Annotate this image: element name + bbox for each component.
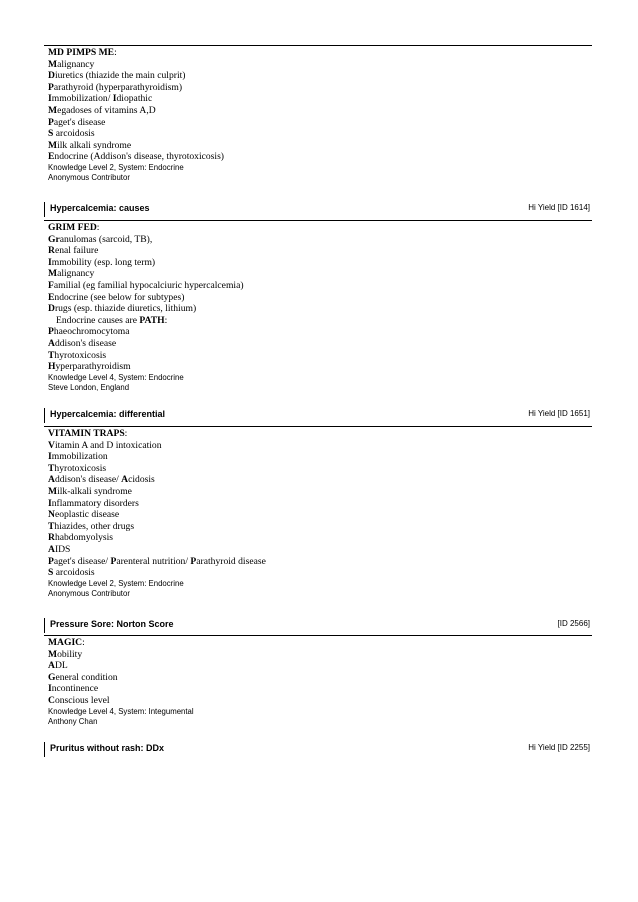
contributor: Anonymous Contributor bbox=[48, 173, 130, 183]
mnemonic-item: Immobility (esp. long term) bbox=[48, 256, 156, 268]
entry-grim-fed bbox=[48, 222, 588, 394]
mnemonic-item: Vitamin A and D intoxication bbox=[48, 439, 162, 451]
header-bar bbox=[44, 408, 45, 423]
mnemonic-item: Thiazides, other drugs bbox=[48, 520, 135, 532]
entry-magic bbox=[48, 637, 588, 727]
separator bbox=[44, 220, 592, 221]
mnemonic-item: Milk alkali syndrome bbox=[48, 139, 132, 151]
mnemonic-item: Parathyroid (hyperparathyroidism) bbox=[48, 81, 183, 93]
entry-title: Hypercalcemia: causes bbox=[50, 203, 150, 213]
mnemonic-item: S arcoidosis bbox=[48, 128, 95, 140]
mnemonic-item: Granulomas (sarcoid, TB), bbox=[48, 233, 153, 245]
mnemonic-item: Familial (eg familial hypocalciuric hypercalcemia) bbox=[48, 279, 244, 291]
mnemonic-item: Megadoses of vitamins A,D bbox=[48, 104, 156, 116]
separator bbox=[44, 635, 592, 636]
mnemonic-item: Malignancy bbox=[48, 58, 95, 70]
contributor: Anonymous Contributor bbox=[48, 589, 130, 599]
mnemonic-item: Endocrine (Addison's disease, thyrotoxicosis) bbox=[48, 151, 224, 163]
entry-title: Hypercalcemia: differential bbox=[50, 409, 166, 419]
mnemonic-item: Paget's disease bbox=[48, 116, 106, 128]
entry-header-hypercalcemia-differential bbox=[44, 408, 592, 423]
entry-title: Pruritus without rash: DDx bbox=[50, 743, 165, 753]
mnemonic-item: Thyrotoxicosis bbox=[48, 349, 107, 361]
separator-top bbox=[44, 45, 592, 46]
mnemonic-item: Renal failure bbox=[48, 245, 99, 257]
entry-meta: Hi Yield [ID 2255] bbox=[528, 743, 590, 752]
mnemonic-item: Endocrine (see below for subtypes) bbox=[48, 291, 185, 303]
entry-meta: Hi Yield [ID 1614] bbox=[528, 203, 590, 212]
entry-meta: [ID 2566] bbox=[557, 619, 590, 628]
mnemonic-item: Immobilization bbox=[48, 451, 108, 463]
mnemonic-item: Thyrotoxicosis bbox=[48, 462, 107, 474]
mnemonic-item: Inflammatory disorders bbox=[48, 497, 139, 509]
mnemonic-line: VITAMIN TRAPS: bbox=[48, 428, 128, 439]
mnemonic-item: ADL bbox=[48, 660, 68, 672]
mnemonic-subheading: Endocrine causes are PATH: bbox=[56, 314, 168, 326]
mnemonic-line: MD PIMPS ME: bbox=[48, 47, 117, 58]
mnemonic-item: S arcoidosis bbox=[48, 567, 95, 579]
knowledge-level: Knowledge Level 2, System: Endocrine bbox=[48, 578, 184, 588]
mnemonic-item: Incontinence bbox=[48, 683, 99, 695]
mnemonic-item: Phaeochromocytoma bbox=[48, 326, 130, 338]
header-bar bbox=[44, 618, 45, 633]
mnemonic-item: Paget's disease/ Parenteral nutrition/ Parathyroid disease bbox=[48, 555, 266, 567]
knowledge-level: Knowledge Level 4, System: Endocrine bbox=[48, 372, 184, 382]
entry-md-pimps-me bbox=[48, 47, 588, 184]
entry-header-hypercalcemia-causes bbox=[44, 202, 592, 217]
mnemonic-item: Milk-alkali syndrome bbox=[48, 485, 132, 497]
mnemonic-item: Immobilization/ Idiopathic bbox=[48, 93, 153, 105]
entry-vitamin-traps bbox=[48, 428, 588, 600]
contributor: Anthony Chan bbox=[48, 716, 98, 726]
entry-header-pressure-sore bbox=[44, 618, 592, 633]
mnemonic-item: Rhabdomyolysis bbox=[48, 532, 114, 544]
mnemonic-line: MAGIC: bbox=[48, 637, 85, 648]
contributor: Steve London, England bbox=[48, 383, 130, 393]
header-bar bbox=[44, 742, 45, 757]
knowledge-level: Knowledge Level 2, System: Endocrine bbox=[48, 162, 184, 172]
mnemonic-item: AIDS bbox=[48, 543, 71, 555]
mnemonic-item: Malignancy bbox=[48, 268, 95, 280]
mnemonic-item: Diuretics (thiazide the main culprit) bbox=[48, 70, 186, 82]
mnemonic-item: Addison's disease bbox=[48, 337, 117, 349]
mnemonic-item: Neoplastic disease bbox=[48, 509, 120, 521]
mnemonic-item: Mobility bbox=[48, 648, 83, 660]
header-bar bbox=[44, 202, 45, 217]
mnemonic-item: Addison's disease/ Acidosis bbox=[48, 474, 155, 486]
mnemonic-item: Hyperparathyroidism bbox=[48, 361, 131, 373]
mnemonic-item: Drugs (esp. thiazide diuretics, lithium) bbox=[48, 303, 197, 315]
mnemonic-line: GRIM FED: bbox=[48, 222, 100, 233]
mnemonic-item: General condition bbox=[48, 671, 118, 683]
knowledge-level: Knowledge Level 4, System: Integumental bbox=[48, 706, 194, 716]
separator bbox=[44, 426, 592, 427]
entry-title: Pressure Sore: Norton Score bbox=[50, 619, 174, 629]
mnemonic-item: Conscious level bbox=[48, 694, 110, 706]
entry-header-pruritus bbox=[44, 742, 592, 757]
entry-meta: Hi Yield [ID 1651] bbox=[528, 409, 590, 418]
